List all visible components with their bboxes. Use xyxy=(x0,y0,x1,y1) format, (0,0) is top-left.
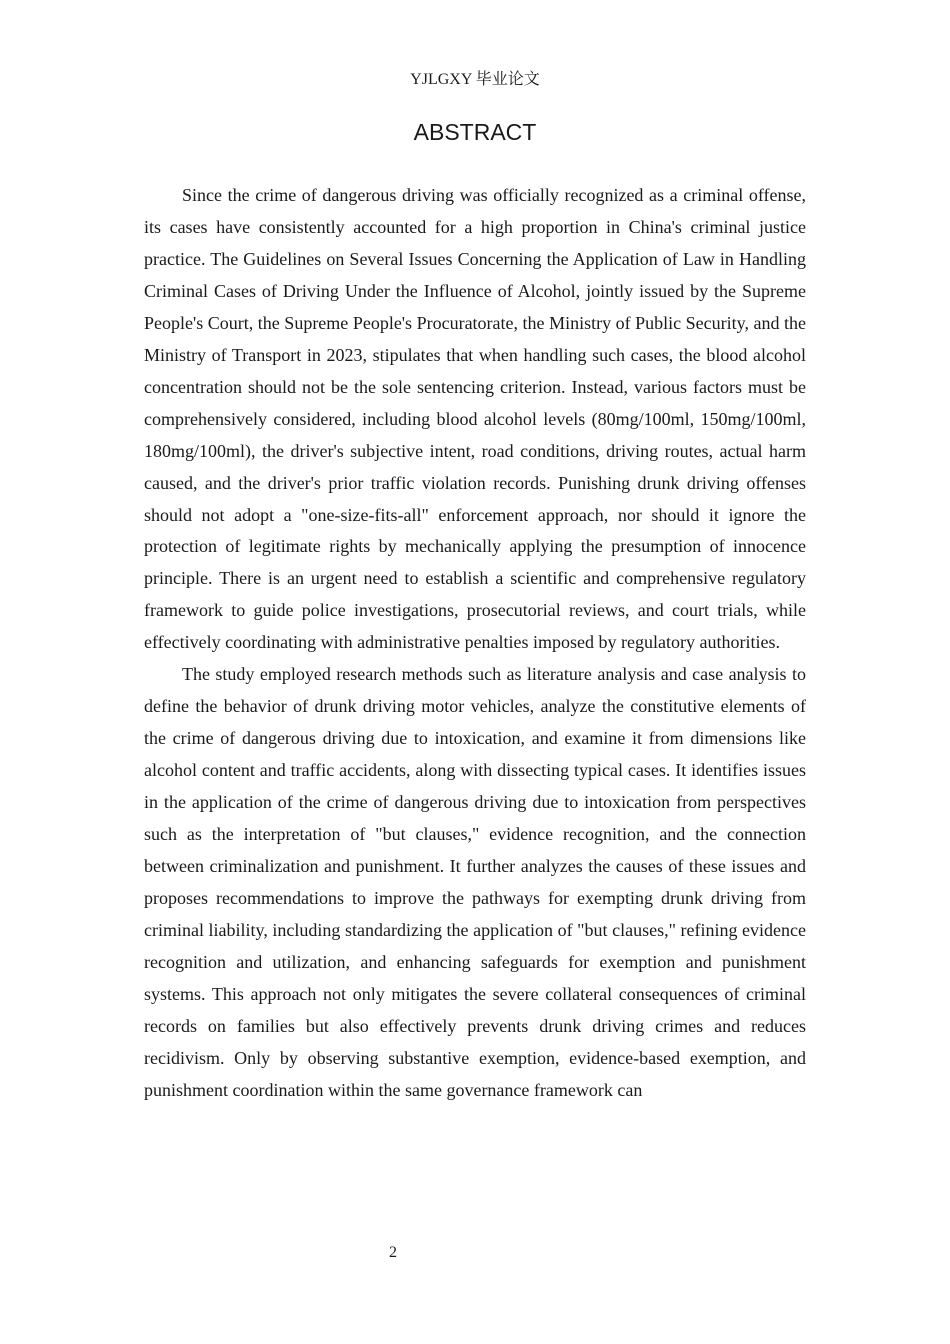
abstract-title: ABSTRACT xyxy=(413,119,537,145)
abstract-paragraph-1: Since the crime of dangerous driving was officially recognized as a criminal offense, its cases have consistently accounted for a high proportion in China's criminal justice practice. The Guidelines on Several Issues Concerning the Application of Law in Handling Criminal Cases of Driving Under the Influence of Alcohol, jointly issued by the Supreme People's Court, the Supreme People's Procuratorate, the Ministry of Public Security, and the Ministry of Transport in 2023, stipulates that when handling such cases, the blood alcohol concentration should not be the sole sentencing criterion. Instead, various factors must be comprehensively considered, including blood alcohol levels (80mg/100ml, 150mg/100ml, 180mg/100ml), the driver's subjective intent, road conditions, driving routes, actual harm caused, and the driver's prior traffic violation records. Punishing drunk driving offenses should not adopt a "one-size-fits-all" enforcement approach, nor should it ignore the protection of legitimate rights by mechanically applying the presumption of innocence principle. There is an urgent need to establish a scientific and comprehensive regulatory framework to guide police investigations, prosecutorial reviews, and court trials, while effectively coordinating with administrative penalties imposed by regulatory authorities. xyxy=(144,185,806,653)
page-number: 2 xyxy=(389,1244,397,1261)
abstract-body xyxy=(144,180,806,1107)
abstract-paragraph-2: The study employed research methods such as literature analysis and case analysis to define the behavior of drunk driving motor vehicles, analyze the constitutive elements of the crime of dangerous driving due to intoxication, and examine it from dimensions like alcohol content and traffic accidents, along with dissecting typical cases. It identifies issues in the application of the crime of dangerous driving due to intoxication from perspectives such as the interpretation of "but clauses," evidence recognition, and the connection between criminalization and punishment. It further analyzes the causes of these issues and proposes recommendations to improve the pathways for exempting drunk driving from criminal liability, including standardizing the application of "but clauses," refining evidence recognition and utilization, and enhancing safeguards for exemption and punishment systems. This approach not only mitigates the severe collateral consequences of criminal records on families but also effectively prevents drunk driving crimes and reduces recidivism. Only by observing substantive exemption, evidence-based exemption, and punishment coordination within the same governance framework can xyxy=(144,664,806,1100)
page-header: YJLGXY 毕业论文 xyxy=(410,71,540,88)
